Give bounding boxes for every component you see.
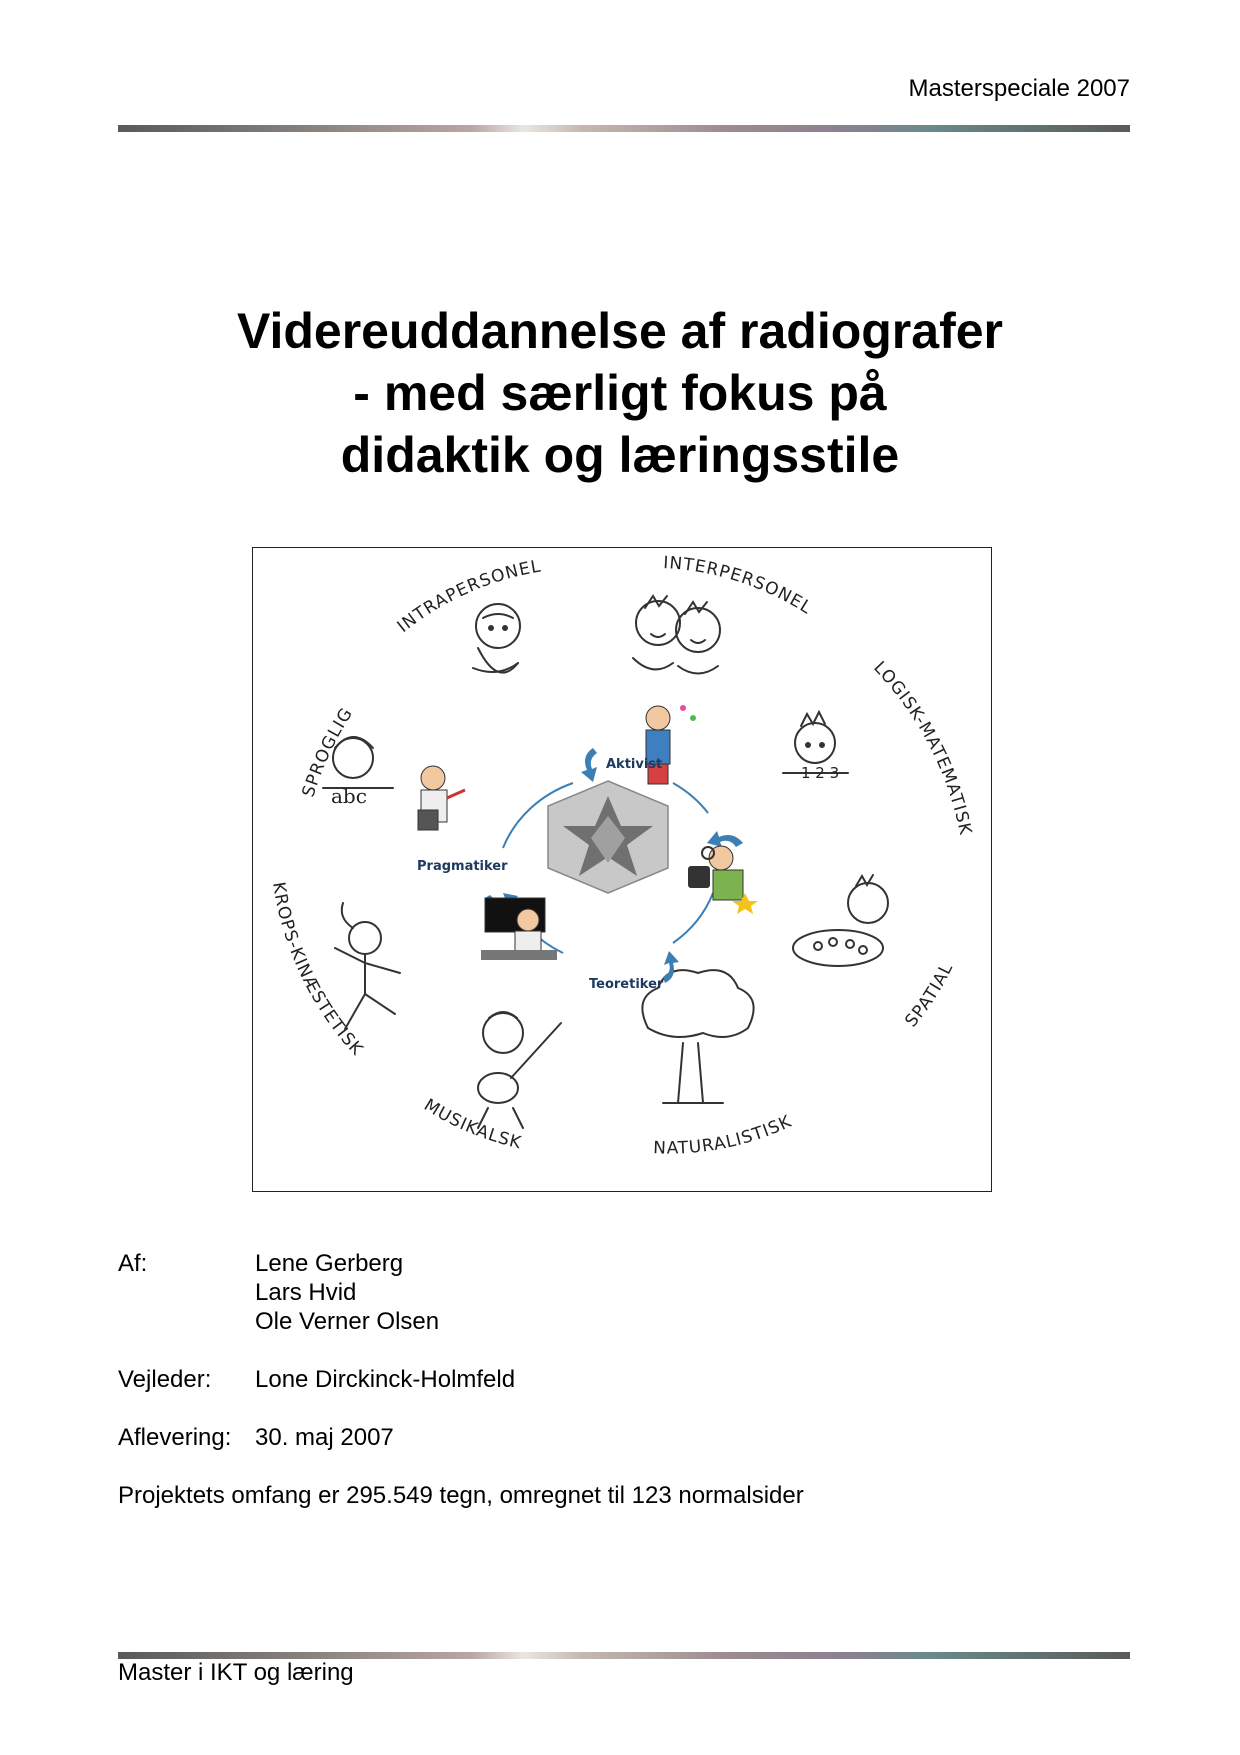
label-pragmatiker: Pragmatiker	[417, 859, 508, 874]
supervisor-name: Lone Dirckinck-Holmfeld	[255, 1366, 516, 1393]
supervisor-label: Vejleder:	[118, 1366, 212, 1393]
header-label: Masterspeciale 2007	[908, 75, 1130, 102]
learning-styles-figure	[252, 547, 992, 1192]
authors-list	[255, 1249, 439, 1336]
bottom-divider	[118, 1652, 1130, 1659]
author-name: Ole Verner Olsen	[255, 1308, 440, 1335]
author-name: Lars Hvid	[255, 1279, 357, 1306]
footer-label: Master i IKT og læring	[118, 1659, 354, 1686]
reflector-figure	[688, 846, 758, 914]
arrow-icon	[663, 951, 679, 983]
project-scope: Projektets omfang er 295.549 tegn, omregnet til 123 normalsider	[118, 1482, 804, 1509]
label-musikalsk: MUSIKALSK	[420, 1095, 524, 1154]
theorist-figure	[481, 898, 557, 960]
guitar-figure	[478, 1012, 561, 1128]
label-interpersonel: INTERPERSONEL	[662, 553, 816, 619]
arrow-icon	[581, 748, 597, 782]
authors-row	[118, 1249, 804, 1336]
title-line-2: - med særligt fokus på	[353, 365, 887, 421]
math-digits: 1 2 3	[801, 764, 840, 782]
learning-style-hexagon	[548, 781, 668, 893]
label-krops-kinaestetisk: KROPS-KINÆSTETISK	[268, 880, 368, 1060]
document-meta	[118, 1249, 804, 1510]
label-aktivist: Aktivist	[606, 757, 663, 772]
label-sproglig: SPROGLIG	[298, 704, 358, 800]
top-divider	[118, 125, 1130, 132]
document-title	[0, 300, 1240, 486]
label-spatial: SPATIAL	[901, 959, 958, 1032]
authors-label: Af:	[118, 1250, 148, 1277]
jumper-figure	[335, 903, 400, 1029]
pragmatiker-figure	[418, 766, 465, 830]
submission-row	[118, 1423, 804, 1452]
title-line-1: Videreuddannelse af radiografer	[237, 303, 1003, 359]
submission-label: Aflevering:	[118, 1424, 232, 1451]
painter-figure	[793, 875, 888, 966]
label-intrapersonel: INTRAPERSONEL	[393, 556, 543, 637]
two-faces-figure	[633, 596, 720, 674]
label-teoretiker: Teoretiker	[589, 977, 664, 992]
label-naturalistisk: NATURALISTISK	[652, 1111, 796, 1159]
aktivist-figure	[646, 705, 696, 784]
title-line-3: didaktik og læringsstile	[340, 427, 900, 483]
arrow-icon	[707, 831, 743, 847]
supervisor-row	[118, 1365, 804, 1394]
thinker-figure	[473, 604, 520, 673]
learning-styles-illustration	[253, 548, 990, 1190]
abc-letters: abc	[331, 784, 367, 808]
label-logisk-matematisk: LOGISK-MATEMATISK	[869, 657, 976, 838]
submission-date: 30. maj 2007	[255, 1424, 394, 1451]
author-name: Lene Gerberg	[255, 1250, 404, 1277]
